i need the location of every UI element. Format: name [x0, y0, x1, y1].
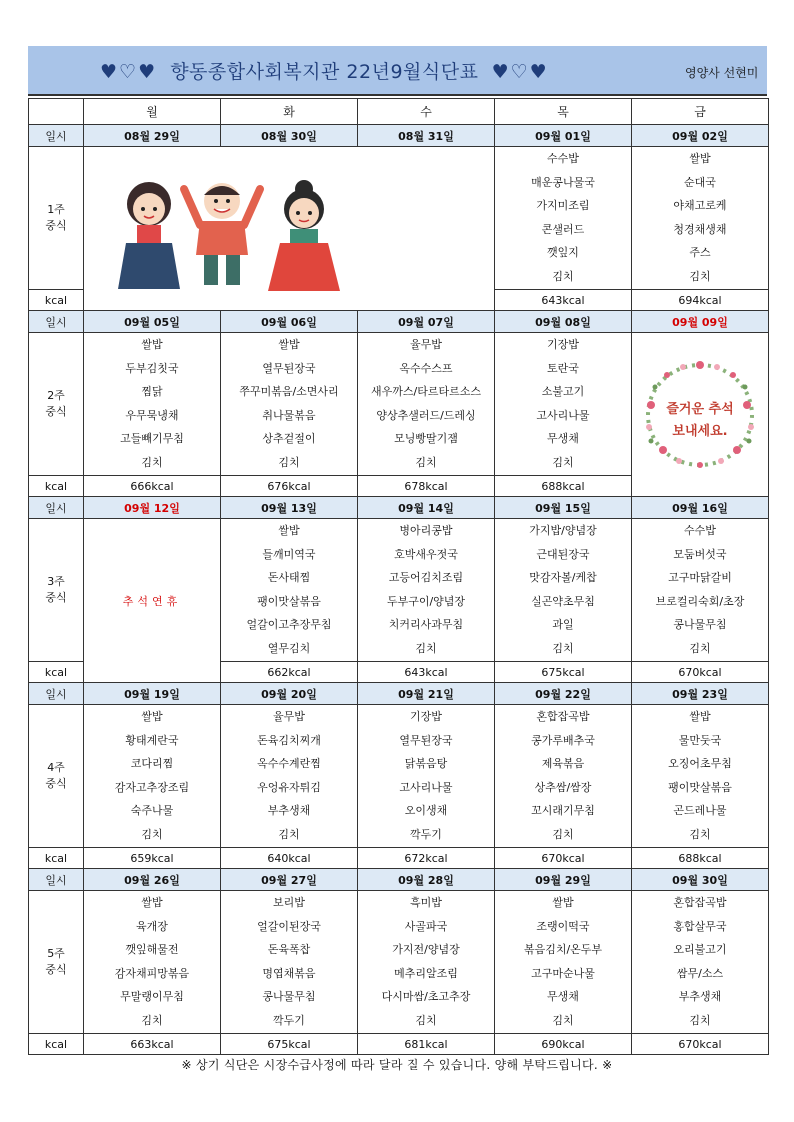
menu-cell [632, 519, 769, 662]
date-cell: 09월 29일 [495, 869, 632, 891]
menu-item: 쌀밥 [278, 338, 300, 351]
boy-icon [184, 183, 260, 285]
menu-item: 김치 [415, 641, 437, 655]
menu-item: 쌀밥 [552, 896, 574, 909]
menu-row [29, 147, 769, 290]
menu-item: 부추생채 [267, 804, 311, 818]
menu-item: 메추리알조림 [394, 966, 458, 980]
menu-item: 쌀밥 [141, 338, 163, 351]
menu-item: 김치 [415, 1013, 437, 1027]
menu-cell [632, 147, 769, 290]
menu-item: 들깨미역국 [262, 547, 316, 561]
menu-item: 깍두기 [410, 827, 442, 841]
menu-cell [358, 333, 495, 476]
kcal-value: 643kcal [358, 662, 495, 683]
weekday-fri: 금 [632, 99, 769, 125]
kcal-value: 676kcal [221, 476, 358, 497]
date-cell: 09월 08일 [495, 311, 632, 333]
menu-item: 열무김치 [267, 641, 311, 655]
menu-item: 모둠버섯국 [673, 547, 727, 561]
weekday-thu: 목 [495, 99, 632, 125]
kcal-value: 678kcal [358, 476, 495, 497]
date-cell: 09월 21일 [358, 683, 495, 705]
menu-item: 기장밥 [547, 338, 579, 351]
menu-item: 매운콩나물국 [531, 175, 595, 189]
menu-item: 옥수수스프 [399, 361, 453, 375]
chuseok-greeting-wreath [637, 355, 763, 475]
menu-item: 숙주나물 [130, 804, 174, 818]
menu-item: 고등어김치조림 [388, 571, 464, 585]
date-cell: 08월 29일 [84, 125, 221, 147]
menu-item: 김치 [141, 455, 163, 469]
menu-item: 김치 [141, 1013, 163, 1027]
kcal-value: 672kcal [358, 848, 495, 869]
menu-item: 깻잎해물전 [125, 943, 179, 957]
menu-item: 고구마순나물 [531, 966, 595, 980]
menu-item: 고들빼기무침 [120, 432, 184, 446]
menu-item: 상추겉절이 [262, 432, 316, 446]
kcal-value: 688kcal [495, 476, 632, 497]
menu-item: 율무밥 [273, 710, 305, 723]
menu-item: 김치 [415, 455, 437, 469]
date-cell: 09월 19일 [84, 683, 221, 705]
menu-item: 코다리찜 [130, 757, 174, 771]
menu-item: 보리밥 [273, 896, 305, 909]
menu-item: 모닝빵딸기잼 [394, 432, 458, 446]
menu-item: 사골파국 [404, 919, 448, 933]
date-label: 일시 [29, 311, 84, 333]
menu-item: 실곤약초무침 [531, 594, 595, 608]
date-cell: 09월 22일 [495, 683, 632, 705]
date-cell: 09월 07일 [358, 311, 495, 333]
date-cell: 09월 09일 [632, 311, 769, 333]
greeting-cell [632, 333, 769, 497]
menu-item: 팽이맛살볶음 [257, 594, 321, 608]
date-cell: 09월 14일 [358, 497, 495, 519]
kcal-value: 643kcal [495, 290, 632, 311]
menu-item: 고사리나물 [536, 408, 590, 422]
girl-icon [118, 182, 180, 289]
date-row [29, 869, 769, 891]
illustration-cell [84, 147, 495, 311]
kcal-value: 640kcal [221, 848, 358, 869]
menu-item: 맛감자볼/케찹 [529, 571, 597, 585]
week-number: 4주 [47, 761, 65, 774]
week-label [29, 333, 84, 476]
kcal-row [29, 1034, 769, 1055]
date-cell: 09월 13일 [221, 497, 358, 519]
menu-item: 브로컬리숙회/초장 [655, 594, 745, 608]
menu-item: 황태계란국 [125, 733, 179, 747]
week-label [29, 147, 84, 290]
menu-cell [495, 147, 632, 290]
menu-row [29, 705, 769, 848]
kcal-value: 681kcal [358, 1034, 495, 1055]
menu-item: 찜닭 [141, 385, 163, 399]
menu-item: 김치 [552, 269, 574, 283]
menu-item: 김치 [552, 1013, 574, 1027]
kcal-label: kcal [29, 476, 84, 497]
date-cell: 09월 05일 [84, 311, 221, 333]
date-cell: 09월 02일 [632, 125, 769, 147]
menu-item: 김치 [552, 641, 574, 655]
meal-type: 중식 [45, 405, 67, 418]
date-cell: 09월 12일 [84, 497, 221, 519]
menu-cell [358, 891, 495, 1034]
menu-item: 제육볶음 [541, 757, 585, 771]
menu-item: 토란국 [547, 361, 579, 375]
menu-item: 두부김칫국 [125, 361, 179, 375]
date-cell: 09월 27일 [221, 869, 358, 891]
menu-item: 가지미조림 [536, 199, 590, 213]
menu-cell [495, 891, 632, 1034]
page-title [100, 57, 700, 84]
menu-item: 감자채피망볶음 [114, 966, 190, 980]
meal-type: 중식 [45, 219, 67, 232]
kcal-label: kcal [29, 290, 84, 311]
date-label: 일시 [29, 683, 84, 705]
menu-item: 청경채생채 [673, 222, 727, 236]
menu-item: 혼합잡곡밥 [536, 710, 590, 723]
menu-item: 콩가루배추국 [531, 733, 595, 747]
menu-cell [495, 519, 632, 662]
menu-item: 우무묵냉채 [125, 408, 179, 422]
date-cell: 09월 28일 [358, 869, 495, 891]
menu-item: 다시마쌈/초고추장 [381, 990, 471, 1004]
menu-item: 호박새우젓국 [394, 547, 458, 561]
menu-item: 조랭이떡국 [536, 919, 590, 933]
menu-item: 우엉유자튀김 [257, 780, 321, 794]
greeting-line-2: 보내세요. [672, 423, 728, 439]
menu-item: 흑미밥 [410, 896, 442, 909]
date-cell: 09월 06일 [221, 311, 358, 333]
menu-item: 돈육김치찌개 [257, 733, 321, 747]
kcal-value: 688kcal [632, 848, 769, 869]
corner-cell [29, 99, 84, 125]
menu-table [28, 98, 769, 1055]
weekday-wed: 수 [358, 99, 495, 125]
menu-item: 소불고기 [541, 385, 585, 399]
menu-item: 볶음김치/온두부 [523, 943, 603, 957]
menu-item: 오이생채 [404, 804, 448, 818]
menu-item: 감자고추장조림 [114, 780, 190, 794]
kcal-value: 675kcal [221, 1034, 358, 1055]
meal-type: 중식 [45, 591, 67, 604]
menu-item: 기장밥 [410, 710, 442, 723]
menu-item: 치커리사과무침 [388, 618, 464, 632]
menu-item: 열무된장국 [399, 733, 453, 747]
menu-item: 깍두기 [273, 1013, 305, 1027]
menu-item: 순대국 [684, 175, 716, 189]
menu-item: 상추쌈/쌈장 [534, 780, 592, 794]
greeting-line-1: 즐거운 추석 [666, 401, 734, 417]
menu-item: 쌈무/소스 [676, 966, 724, 980]
weekday-tue: 화 [221, 99, 358, 125]
date-row [29, 683, 769, 705]
menu-item: 쌀밥 [689, 710, 711, 723]
menu-item: 깻잎지 [547, 246, 579, 260]
week-number: 3주 [47, 575, 65, 588]
date-cell: 09월 15일 [495, 497, 632, 519]
menu-item: 과일 [552, 618, 574, 632]
menu-item: 얼갈이고추장무침 [246, 618, 332, 632]
week-label [29, 891, 84, 1034]
menu-item: 콩나물무침 [673, 618, 727, 632]
kcal-value: 670kcal [632, 662, 769, 683]
menu-item: 김치 [278, 455, 300, 469]
menu-cell [84, 705, 221, 848]
menu-item: 율무밥 [410, 338, 442, 351]
date-cell: 09월 20일 [221, 683, 358, 705]
menu-item: 주스 [689, 246, 711, 260]
menu-item: 양상추샐러드/드레싱 [376, 408, 476, 422]
menu-cell [495, 333, 632, 476]
date-label: 일시 [29, 125, 84, 147]
kcal-row [29, 848, 769, 869]
kcal-value: 675kcal [495, 662, 632, 683]
menu-row [29, 891, 769, 1034]
menu-item: 명엽채볶음 [262, 966, 316, 980]
meal-type: 중식 [45, 777, 67, 790]
page-header [28, 46, 767, 96]
menu-item: 취나물볶음 [262, 408, 316, 422]
menu-item: 김치 [141, 827, 163, 841]
menu-item: 고구마닭갈비 [668, 571, 732, 585]
date-cell: 09월 30일 [632, 869, 769, 891]
date-cell: 09월 01일 [495, 125, 632, 147]
date-cell: 09월 26일 [84, 869, 221, 891]
menu-cell [221, 891, 358, 1034]
menu-item: 수수밥 [547, 152, 579, 165]
menu-item: 두부구이/양념장 [386, 594, 466, 608]
kcal-value: 690kcal [495, 1034, 632, 1055]
kcal-value: 694kcal [632, 290, 769, 311]
menu-item: 열무된장국 [262, 361, 316, 375]
girl-icon [268, 180, 340, 291]
menu-item: 쌀밥 [141, 710, 163, 723]
kcal-label: kcal [29, 662, 84, 683]
menu-item: 쌀밥 [141, 896, 163, 909]
menu-cell [358, 519, 495, 662]
menu-item: 부추생채 [678, 990, 722, 1004]
menu-cell [221, 333, 358, 476]
menu-item: 김치 [689, 641, 711, 655]
date-row [29, 497, 769, 519]
week-label [29, 705, 84, 848]
date-label: 일시 [29, 497, 84, 519]
menu-item: 물만둣국 [678, 733, 722, 747]
week-number: 2주 [47, 389, 65, 402]
menu-item: 김치 [278, 827, 300, 841]
holiday-cell: 추석연휴 [84, 519, 221, 683]
menu-item: 무생채 [547, 432, 579, 446]
menu-item: 무생채 [547, 990, 579, 1004]
menu-item: 쭈꾸미볶음/소면사리 [239, 385, 339, 399]
kcal-label: kcal [29, 1034, 84, 1055]
heart-icon: ♥♡♥ [100, 61, 158, 83]
menu-item: 근대된장국 [536, 547, 590, 561]
menu-item: 야채고로케 [673, 199, 727, 213]
week-label [29, 519, 84, 662]
menu-item: 가지전/양념장 [392, 943, 460, 957]
menu-item: 혼합잡곡밥 [673, 896, 727, 909]
menu-item: 고사리나물 [399, 780, 453, 794]
weekday-mon: 월 [84, 99, 221, 125]
menu-item: 새우까스/타르타르소스 [371, 385, 481, 399]
menu-item: 김치 [552, 455, 574, 469]
menu-item: 곤드레나물 [673, 804, 727, 818]
menu-item: 돈사태찜 [267, 571, 311, 585]
heart-icon: ♥♡♥ [491, 61, 549, 83]
menu-cell [632, 705, 769, 848]
meal-type: 중식 [45, 963, 67, 976]
kcal-value: 662kcal [221, 662, 358, 683]
date-row [29, 311, 769, 333]
menu-item: 옥수수계란찜 [257, 757, 321, 771]
menu-item: 수수밥 [684, 524, 716, 537]
date-label: 일시 [29, 869, 84, 891]
date-row [29, 125, 769, 147]
menu-item: 팽이맛살볶음 [668, 780, 732, 794]
menu-cell [495, 705, 632, 848]
weekday-header-row [29, 99, 769, 125]
menu-item: 쌀밥 [689, 152, 711, 165]
menu-item: 홍합살무국 [673, 919, 727, 933]
menu-item: 쌀밥 [278, 524, 300, 537]
date-cell: 09월 16일 [632, 497, 769, 519]
kcal-value: 666kcal [84, 476, 221, 497]
menu-cell [358, 705, 495, 848]
menu-item: 김치 [552, 827, 574, 841]
menu-item: 오징어초무침 [668, 757, 732, 771]
menu-row [29, 519, 769, 662]
date-cell: 09월 23일 [632, 683, 769, 705]
menu-cell [84, 333, 221, 476]
menu-item: 김치 [689, 1013, 711, 1027]
menu-item: 육개장 [136, 919, 168, 933]
menu-cell [632, 891, 769, 1034]
menu-item: 김치 [689, 269, 711, 283]
menu-item: 얼갈이된장국 [257, 919, 321, 933]
kcal-value: 663kcal [84, 1034, 221, 1055]
menu-item: 콘샐러드 [541, 222, 585, 236]
kcal-value: 659kcal [84, 848, 221, 869]
menu-item: 김치 [689, 827, 711, 841]
kcal-label: kcal [29, 848, 84, 869]
menu-item: 병아리콩밥 [399, 524, 453, 537]
menu-row [29, 333, 769, 476]
date-cell: 08월 31일 [358, 125, 495, 147]
kcal-value: 670kcal [632, 1034, 769, 1055]
week-number: 1주 [47, 203, 65, 216]
title-text: 향동종합사회복지관 22년9월식단표 [170, 61, 479, 83]
menu-item: 닭볶음탕 [404, 757, 448, 771]
menu-item: 돈육폭찹 [267, 943, 311, 957]
menu-item: 콩나물무침 [262, 990, 316, 1004]
menu-cell [84, 891, 221, 1034]
date-cell: 08월 30일 [221, 125, 358, 147]
week-number: 5주 [47, 947, 65, 960]
footer-note: ※ 상기 식단은 시장수급사정에 따라 달라 질 수 있습니다. 양해 부탁드립니다. ※ [181, 1058, 613, 1072]
kcal-value: 670kcal [495, 848, 632, 869]
menu-cell [221, 519, 358, 662]
menu-cell [221, 705, 358, 848]
menu-item: 오리불고기 [673, 943, 727, 957]
children-hanbok-illustration [104, 159, 359, 299]
menu-item: 꼬시래기무침 [531, 804, 595, 818]
menu-item: 가지밥/양념장 [529, 524, 597, 537]
menu-item: 무말랭이무침 [120, 990, 184, 1004]
dietitian-name: 영양사 선현미 [685, 66, 759, 80]
